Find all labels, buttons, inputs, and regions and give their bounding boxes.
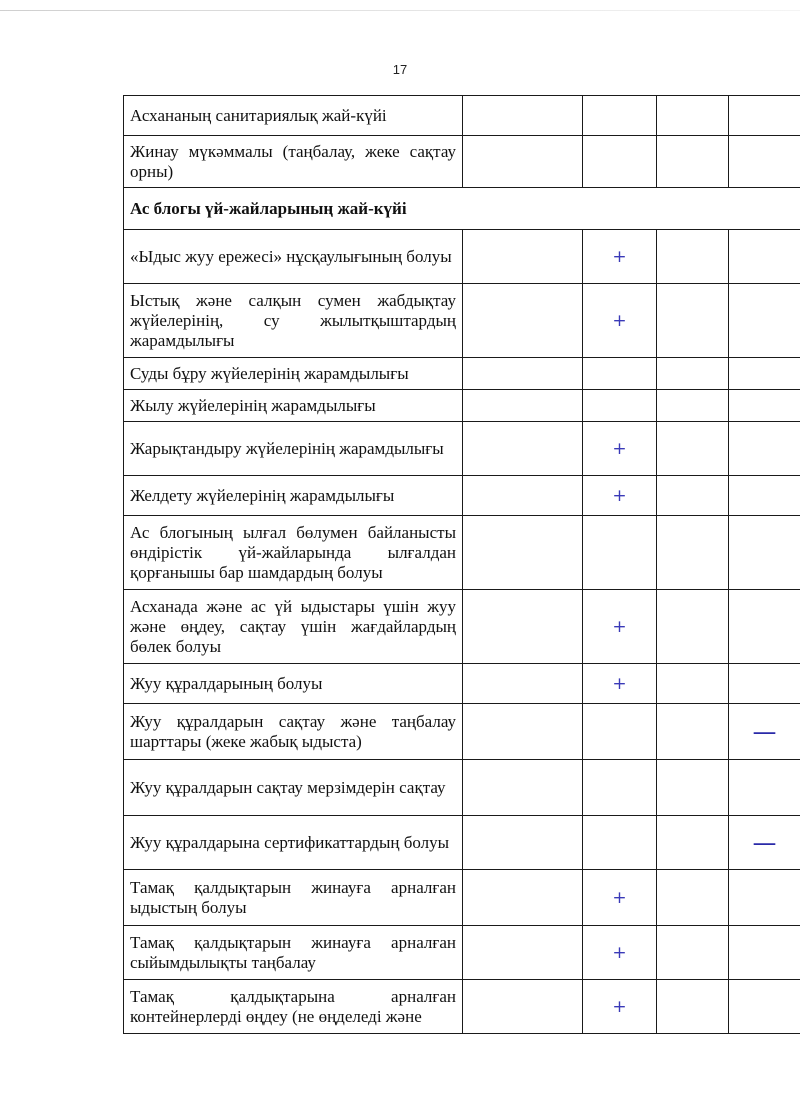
table-row: [124, 590, 800, 664]
mark-cell: [657, 590, 729, 664]
mark-cell: [729, 664, 800, 704]
criterion-cell: Тамақ қалдықтарына арналған контейнерлерді өңдеу (не өңделеді және: [124, 980, 463, 1034]
blank-cell: [463, 284, 583, 358]
blank-cell: [463, 870, 583, 926]
mark-cell: [729, 422, 800, 476]
mark-cell: [583, 760, 657, 816]
table-row: [124, 230, 800, 284]
blank-cell: [463, 230, 583, 284]
minus-mark: —: [729, 816, 800, 870]
criterion-cell: Асханада және ас үй ыдыстары үшін жуу және өңдеу, сақтау үшін жағдайлардың бөлек болуы: [124, 590, 463, 664]
table-row: [124, 760, 800, 816]
table-row: [124, 358, 800, 390]
criterion-cell: Жуу құралдарын сақтау және таңбалау шарттары (жеке жабық ыдыста): [124, 704, 463, 760]
blank-cell: [463, 760, 583, 816]
criterion-cell: Жуу құралдарының болуы: [124, 664, 463, 704]
blank-cell: [463, 516, 583, 590]
blank-cell: [463, 704, 583, 760]
criterion-cell: Жуу құралдарына сертификаттардың болуы: [124, 816, 463, 870]
plus-mark: +: [583, 422, 657, 476]
criterion-cell: «Ыдыс жуу ережесі» нұсқаулығының болуы: [124, 230, 463, 284]
blank-cell: [463, 926, 583, 980]
mark-cell: [729, 516, 800, 590]
blank-cell: [463, 476, 583, 516]
criterion-cell: Жылу жүйелерінің жарамдылығы: [124, 390, 463, 422]
plus-mark: +: [583, 230, 657, 284]
scan-edge-line: [0, 10, 800, 11]
plus-mark: +: [583, 590, 657, 664]
mark-cell: [583, 516, 657, 590]
plus-mark: +: [583, 476, 657, 516]
mark-cell: [729, 136, 800, 188]
blank-cell: [463, 390, 583, 422]
mark-cell: [657, 284, 729, 358]
mark-cell: [729, 96, 800, 136]
mark-cell: [657, 136, 729, 188]
mark-cell: [657, 422, 729, 476]
table-row: [124, 980, 800, 1034]
mark-cell: [657, 230, 729, 284]
mark-cell: [657, 926, 729, 980]
table-row: [124, 516, 800, 590]
section-row: [124, 188, 800, 230]
mark-cell: [657, 96, 729, 136]
criterion-cell: Асхананың санитариялық жай-күйі: [124, 96, 463, 136]
blank-cell: [463, 980, 583, 1034]
plus-mark: +: [583, 870, 657, 926]
mark-cell: [657, 870, 729, 926]
table-row: [124, 870, 800, 926]
mark-cell: [729, 358, 800, 390]
mark-cell: [729, 980, 800, 1034]
criterion-cell: Жинау мүкәммалы (таңбалау, жеке сақтау орны): [124, 136, 463, 188]
table-row: [124, 816, 800, 870]
criterion-cell: Тамақ қалдықтарын жинауға арналған ыдыстың болуы: [124, 870, 463, 926]
mark-cell: [657, 476, 729, 516]
section-heading: Ас блогы үй-жайларының жай-күйі: [124, 188, 800, 230]
blank-cell: [463, 664, 583, 704]
plus-mark: +: [583, 926, 657, 980]
mark-cell: [657, 704, 729, 760]
table-row: [124, 926, 800, 980]
plus-mark: +: [583, 284, 657, 358]
table-row: [124, 136, 800, 188]
blank-cell: [463, 590, 583, 664]
blank-cell: [463, 422, 583, 476]
mark-cell: [657, 664, 729, 704]
criterion-cell: Суды бұру жүйелерінің жарамдылығы: [124, 358, 463, 390]
minus-mark: —: [729, 704, 800, 760]
mark-cell: [583, 358, 657, 390]
page-number: 17: [392, 62, 408, 77]
mark-cell: [583, 390, 657, 422]
table-row: [124, 704, 800, 760]
table-row: [124, 284, 800, 358]
mark-cell: [583, 816, 657, 870]
mark-cell: [657, 980, 729, 1034]
table-row: [124, 390, 800, 422]
mark-cell: [583, 704, 657, 760]
mark-cell: [729, 230, 800, 284]
criterion-cell: Жуу құралдарын сақтау мерзімдерін сақтау: [124, 760, 463, 816]
blank-cell: [463, 136, 583, 188]
mark-cell: [729, 284, 800, 358]
checklist-table: [123, 95, 800, 1034]
table-row: [124, 96, 800, 136]
mark-cell: [583, 136, 657, 188]
mark-cell: [729, 760, 800, 816]
plus-mark: +: [583, 980, 657, 1034]
mark-cell: [729, 926, 800, 980]
criterion-cell: Ыстық және салқын сумен жабдықтау жүйелерінің, су жылытқыштардың жарамдылығы: [124, 284, 463, 358]
mark-cell: [729, 590, 800, 664]
plus-mark: +: [583, 664, 657, 704]
mark-cell: [657, 760, 729, 816]
mark-cell: [657, 816, 729, 870]
blank-cell: [463, 816, 583, 870]
mark-cell: [583, 96, 657, 136]
mark-cell: [729, 870, 800, 926]
blank-cell: [463, 358, 583, 390]
criterion-cell: Желдету жүйелерінің жарамдылығы: [124, 476, 463, 516]
table-row: [124, 664, 800, 704]
criterion-cell: Ас блогының ылғал бөлумен байланысты өндірістік үй-жайларында ылғалдан қорғанышы бар шамдардың болуы: [124, 516, 463, 590]
table-row: [124, 476, 800, 516]
mark-cell: [657, 358, 729, 390]
mark-cell: [729, 476, 800, 516]
table-row: [124, 422, 800, 476]
criterion-cell: Тамақ қалдықтарын жинауға арналған сыйымдылықты таңбалау: [124, 926, 463, 980]
blank-cell: [463, 96, 583, 136]
mark-cell: [657, 390, 729, 422]
mark-cell: [729, 390, 800, 422]
mark-cell: [657, 516, 729, 590]
criterion-cell: Жарықтандыру жүйелерінің жарамдылығы: [124, 422, 463, 476]
